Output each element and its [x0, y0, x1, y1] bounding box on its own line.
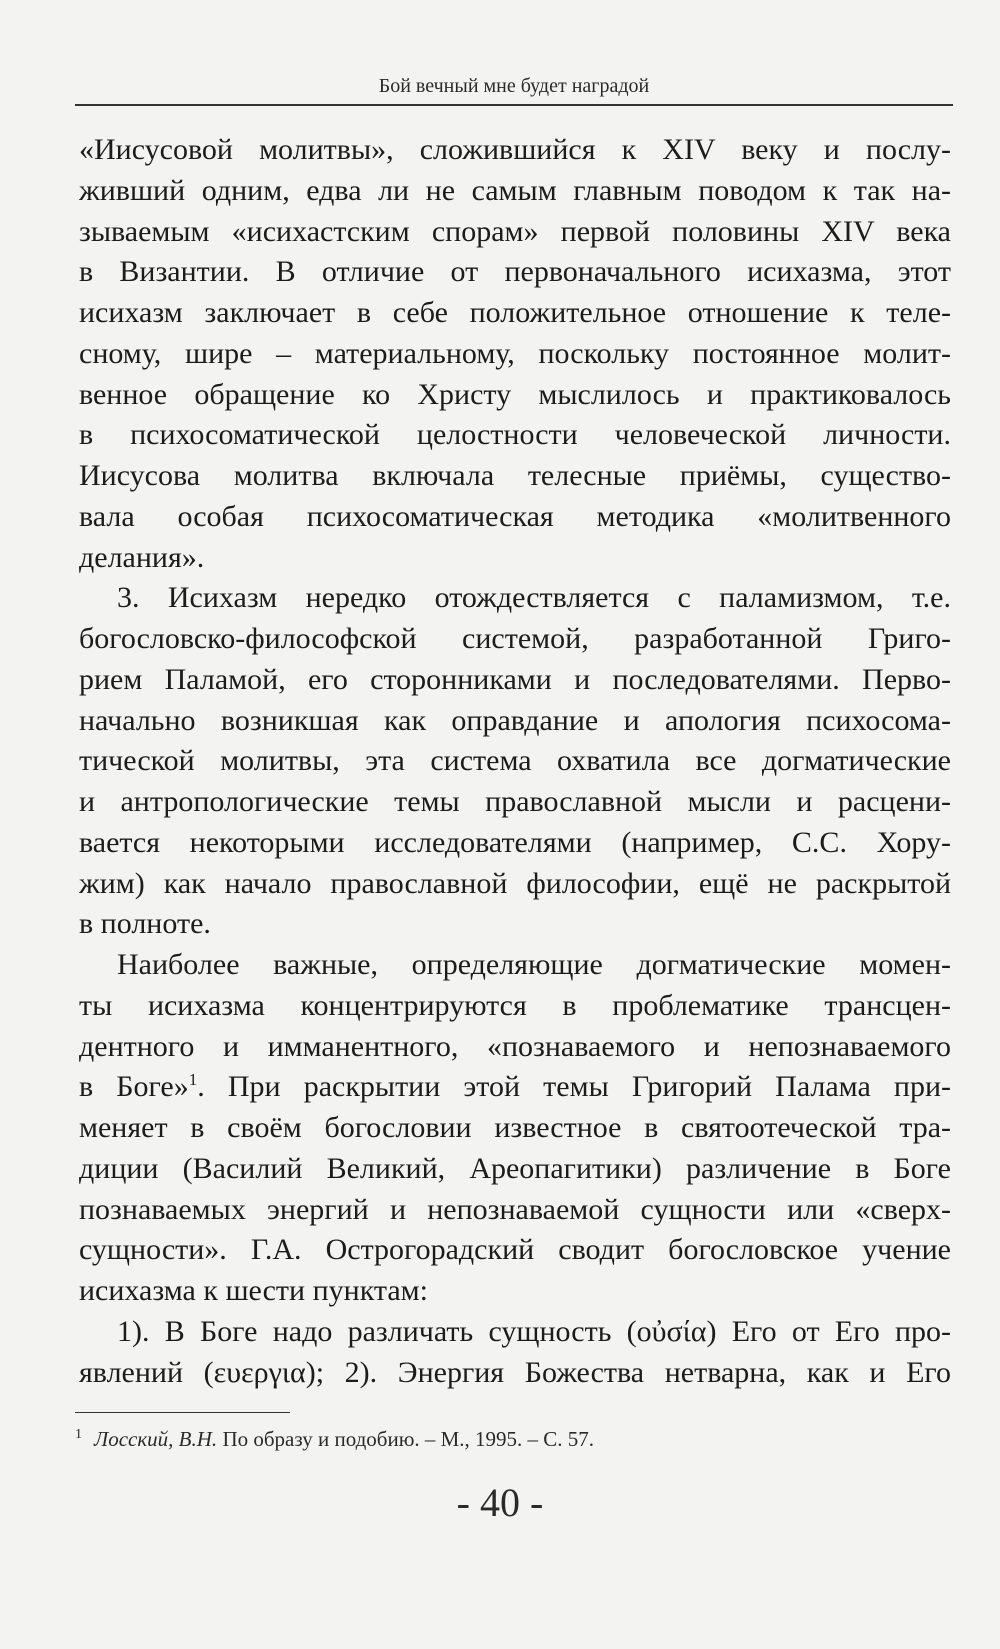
text-line: Наиболее важные, определяющие догматические момен-: [117, 948, 951, 981]
text-line: исихазм заключает в себе положительное отношение к теле-: [79, 296, 951, 329]
text-line: делания».: [79, 540, 205, 574]
footnote-author: Лосский, В.Н.: [94, 1427, 218, 1451]
footnote: [75, 1420, 594, 1454]
text-line: начально возникшая как оправдание и апология психосома-: [79, 703, 951, 737]
text-line: познаваемых энергий и непознаваемой сущности или «сверх-: [79, 1192, 951, 1226]
text-line: Иисусова молитва включала телесные приёмы, существо-: [79, 459, 951, 492]
footnote-rule: [75, 1412, 290, 1413]
text-line: тической молитвы, эта система охватила все догматические: [79, 744, 951, 778]
text-line: «Иисусовой молитвы», сложившийся к XIV веку и послу-: [79, 133, 951, 166]
footnote-text: По образу и подобию. – М., 1995. – С. 57.: [222, 1427, 595, 1451]
text-line: ты исихазма концентрируются в проблематике трансцен-: [79, 988, 951, 1022]
text-line: богословско-философской системой, разработанной Григо-: [79, 622, 951, 655]
footnote-reference: 1: [188, 1070, 198, 1090]
text-line: явлений (ευεργια); 2). Энергия Божества нетварна, как и Его: [79, 1355, 951, 1389]
page-number: - 40 -: [456, 1480, 544, 1525]
text-line: диции (Василий Великий, Ареопагитики) различение в Боге: [79, 1151, 951, 1185]
text-line: 1). В Боге надо различать сущность (οὐσία) Его от Его про-: [117, 1314, 951, 1348]
body-text: [79, 130, 951, 1393]
text-line: и антропологические темы православной мысли и расцени-: [79, 785, 951, 818]
text-line: исихазма к шести пунктам:: [79, 1274, 428, 1307]
text-line: зываемым «исихастским спорам» первой половины XIV века: [79, 214, 951, 248]
text-line: в Византии. В отличие от первоначального исихазма, этот: [79, 255, 951, 289]
text-line: сущности». Г.А. Острогорадский сводит богословское учение: [79, 1233, 951, 1267]
text-line: 3. Исихазм нередко отождествляется с паламизмом, т.е.: [117, 581, 951, 615]
text-line: сному, шире – материальному, поскольку постоянное молит-: [79, 336, 951, 370]
header-rule: [75, 104, 953, 106]
text-line: жим) как начало православной философии, ещё не раскрытой: [79, 866, 951, 900]
text-line: в полноте.: [79, 907, 211, 941]
text-line: меняет в своём богословии известное в святоотеческой тра-: [79, 1111, 951, 1144]
text-line: рием Паламой, его сторонниками и последователями. Перво-: [79, 662, 951, 696]
text-line: в психосоматической целостности человеческой личности.: [79, 418, 951, 452]
text-line: венное обращение ко Христу мыслилось и практиковалось: [79, 377, 951, 411]
text-line: вала особая психосоматическая методика «молитвенного: [79, 499, 951, 533]
text-line: живший одним, едва ли не самым главным поводом к так на-: [79, 173, 951, 207]
footnote-mark: 1: [75, 1427, 82, 1442]
text-line: в Боге»$^1$. При раскрытии этой темы Григорий Палама при-: [79, 1070, 951, 1104]
running-head: Бой вечный мне будет наградой: [378, 75, 650, 97]
text-line: вается некоторыми исследователями (например, С.С. Хору-: [79, 825, 951, 859]
text-line: дентного и имманентного, «познаваемого и непознаваемого: [79, 1029, 951, 1063]
